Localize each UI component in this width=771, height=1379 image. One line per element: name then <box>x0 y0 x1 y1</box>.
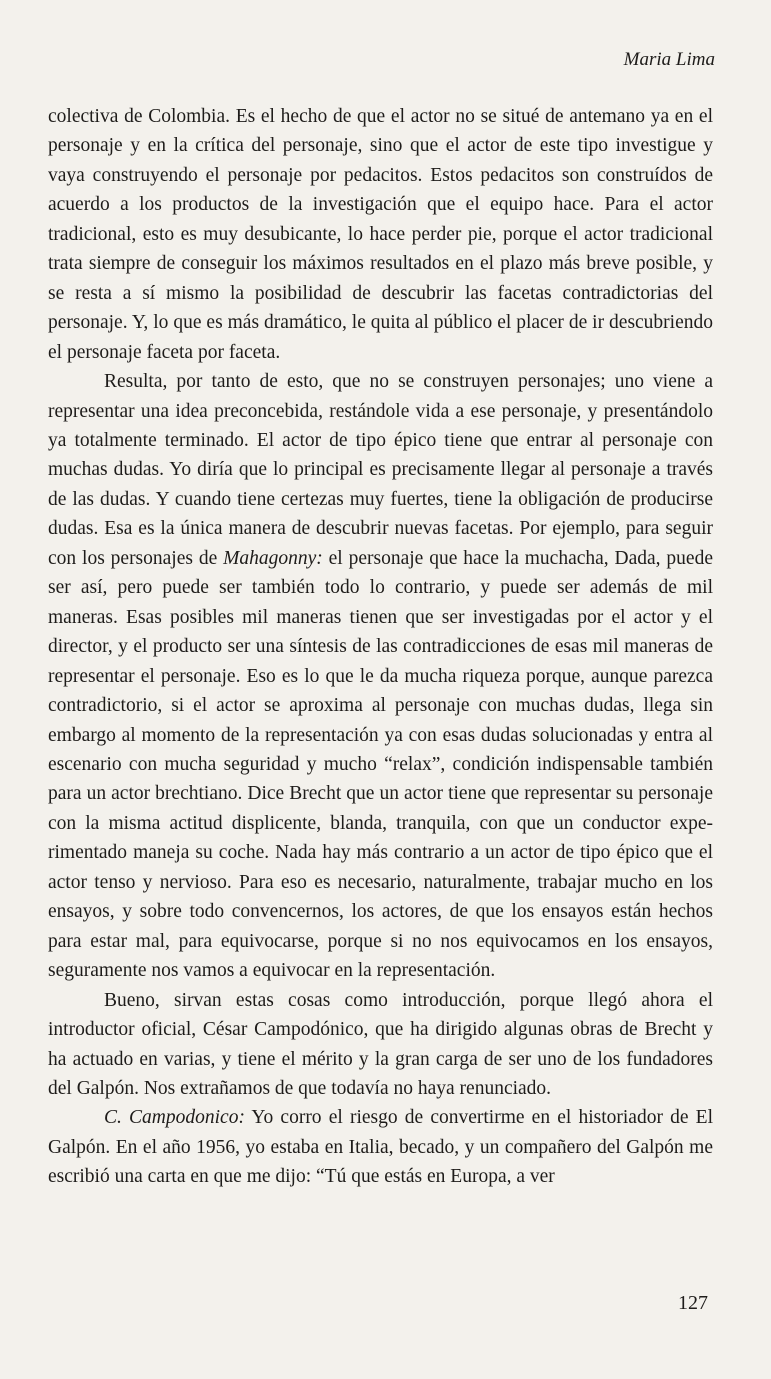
running-head: Maria Lima <box>623 49 715 70</box>
paragraph-text: Bueno, sirvan estas cosas como introducción, porque llegó ahora el introductor oficial, César Campodónico, que ha dirigido algunas obras de Brecht y ha actuado en varias, y tiene el mérito y la gran carga de ser uno de los fundadores del Galpón. Nos extrañamos de que todavía no haya renunciado. <box>48 989 713 1099</box>
body-text <box>48 102 713 1192</box>
paragraph-1 <box>48 102 713 367</box>
speaker-name-italic: C. Campodonico: <box>104 1107 245 1129</box>
paragraph-text: Resulta, por tanto de esto, que no se construyen personajes; uno viene a representar una idea preconcebida, restándole vida a ese personaje, y presentándolo ya totalmente terminado. El actor de tipo épico tiene que entrar al personaje con muchas dudas. Yo diría que lo principal es precisamente llegar al personaje a través de las dudas. Y cuando tiene certezas muy fuertes, tiene la obligación de producirse dudas. Esa es la única manera de descubrir nuevas facetas. Por ejemplo, para seguir con los personajes de <box>48 371 713 569</box>
paragraph-4 <box>48 1103 713 1191</box>
play-title-italic: Mahagonny: <box>223 547 323 569</box>
paragraph-text: Yo corro el riesgo de convertirme en el historiador de El Galpón. En el año 1956, yo estaba en Italia, becado, y un compañero del Galpón me escribió una carta en que me dijo: “Tú que estás en Europa, a ver <box>48 1107 713 1188</box>
paragraph-3 <box>48 986 713 1104</box>
paragraph-text: el personaje que hace la muchacha, Dada, puede ser así, pero puede ser también todo lo contrario, y puede ser además de mil maneras. Esas posibles mil maneras tienen que ser investigadas por el actor y el director, y el producto ser una síntesis de las contradicciones de esas mil maneras de representar el personaje. Eso es lo que le da mucha riqueza porque, aunque parezca contradictorio, si el actor se aproxima al personaje con muchas dudas, llega sin embargo al momento de la representación ya con esas dudas solucionadas y entra al escenario con mucha seguridad y mucho “relax”, condición indispensable también para un actor brechtiano. Dice Brecht que un actor tiene que representar su personaje con la misma actitud displicente, blanda, tranquila, con que un conductor experimentado maneja su coche. Nada hay más contrario a un actor de tipo épico que el actor tenso y nervioso. Para eso es necesario, naturalmente, trabajar mucho en los ensayos, y sobre todo convencernos, los actores, de que los ensayos están hechos para estar mal, para equivocarse, porque si no nos equivocamos en los ensayos, seguramente nos vamos a equivocar en la representación. <box>48 547 713 982</box>
page-number: 127 <box>678 1292 708 1314</box>
paragraph-text: colectiva de Colombia. Es el hecho de que el actor no se situé de antemano ya en el personaje y en la crítica del personaje, sino que el actor de este tipo investigue y vaya construyendo el personaje por pedacitos. Estos pedacitos son construídos de acuerdo a los productos de la investigación que el equipo hace. Para el actor tradicional, esto es muy desubicante, lo hace perder pie, porque el actor tradicional trata siempre de conseguir los máximos resultados en el plazo más breve posible, y se resta a sí mismo la posibilidad de descubrir las facetas contradictorias del personaje. Y, lo que es más dramático, le quita al público el placer de ir descubriendo el personaje faceta por faceta. <box>48 106 713 363</box>
paragraph-2 <box>48 367 713 986</box>
